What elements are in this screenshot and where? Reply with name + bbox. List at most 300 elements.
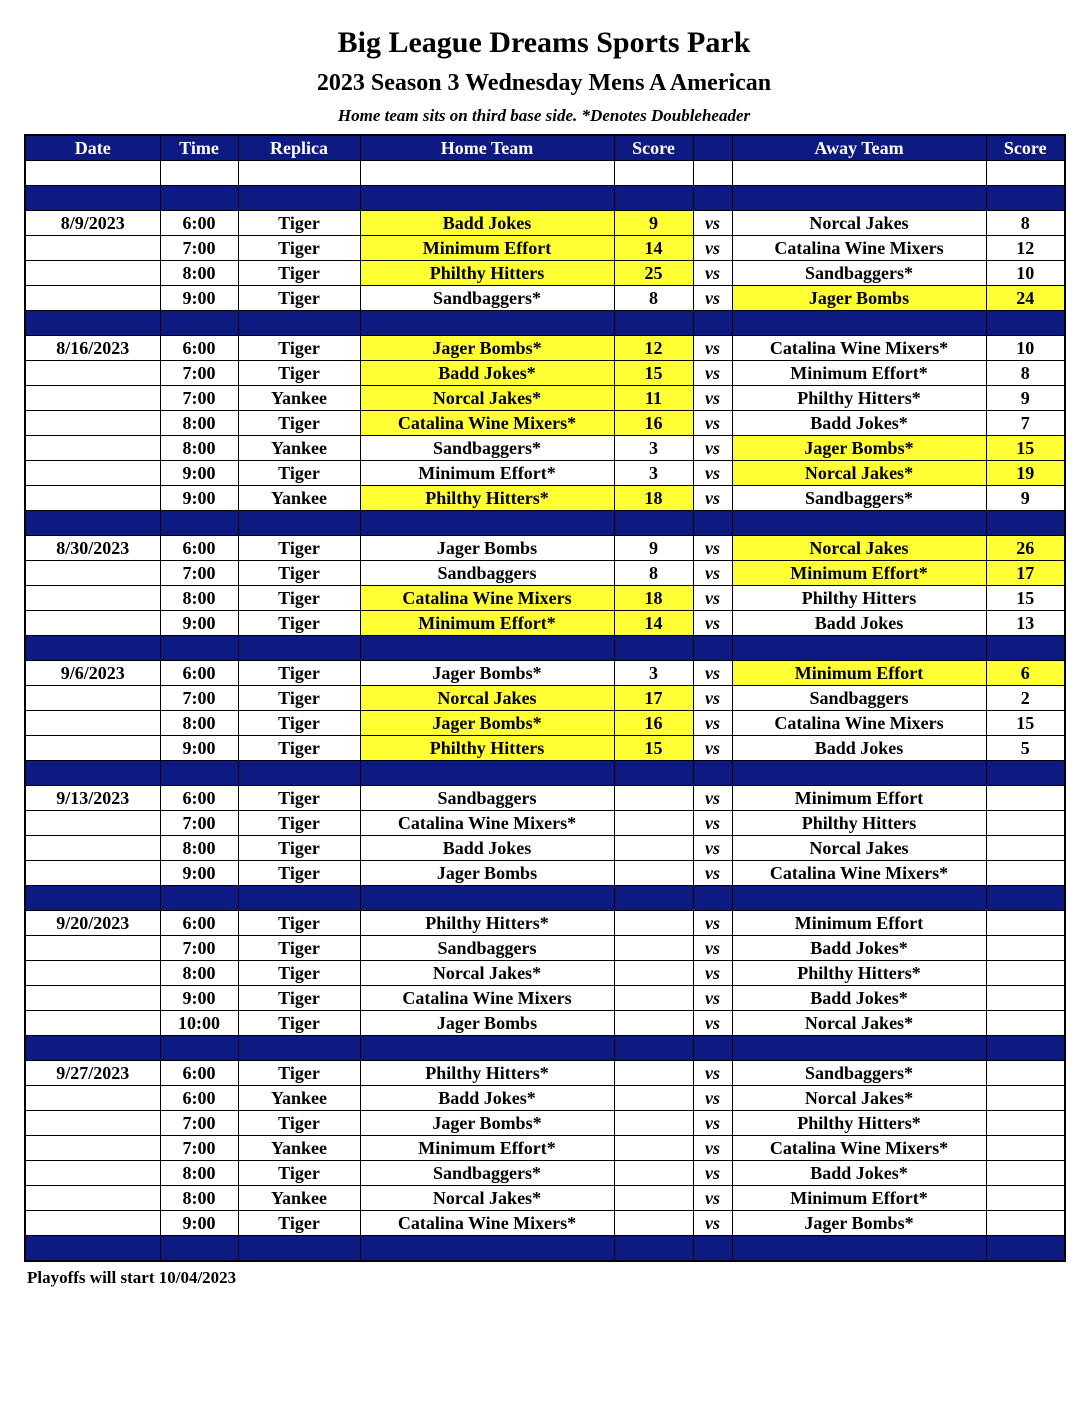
time-cell: 6:00	[160, 661, 238, 686]
replica-cell: Yankee	[238, 436, 360, 461]
table-row	[25, 561, 1065, 586]
replica-cell: Tiger	[238, 786, 360, 811]
separator-cell	[25, 311, 160, 336]
replica-cell: Tiger	[238, 211, 360, 236]
home-score-cell	[614, 1211, 693, 1236]
away-score-cell: 6	[986, 661, 1065, 686]
home-team-cell: Sandbaggers	[360, 786, 614, 811]
away-team-cell: Minimum Effort*	[732, 1186, 986, 1211]
time-cell: 9:00	[160, 486, 238, 511]
home-team-cell: Catalina Wine Mixers	[360, 986, 614, 1011]
table-row	[25, 661, 1065, 686]
time-cell: 7:00	[160, 686, 238, 711]
table-row	[25, 211, 1065, 236]
home-score-cell	[614, 786, 693, 811]
time-cell: 9:00	[160, 286, 238, 311]
table-row	[25, 261, 1065, 286]
table-row	[25, 336, 1065, 361]
home-team-cell: Catalina Wine Mixers	[360, 586, 614, 611]
blank-cell	[25, 161, 160, 186]
replica-cell: Tiger	[238, 561, 360, 586]
away-team-cell: Badd Jokes*	[732, 936, 986, 961]
home-team-cell: Jager Bombs*	[360, 661, 614, 686]
replica-cell: Yankee	[238, 486, 360, 511]
away-score-cell	[986, 1136, 1065, 1161]
separator-cell	[693, 511, 732, 536]
vs-cell: vs	[693, 486, 732, 511]
home-score-cell: 17	[614, 686, 693, 711]
date-cell	[25, 1161, 160, 1186]
replica-cell: Tiger	[238, 736, 360, 761]
home-team-cell: Sandbaggers*	[360, 436, 614, 461]
away-score-cell: 17	[986, 561, 1065, 586]
vs-cell: vs	[693, 861, 732, 886]
date-cell	[25, 236, 160, 261]
home-score-cell	[614, 1136, 693, 1161]
table-row	[25, 486, 1065, 511]
away-team-cell: Sandbaggers*	[732, 486, 986, 511]
time-cell: 8:00	[160, 711, 238, 736]
vs-cell: vs	[693, 786, 732, 811]
home-score-cell: 3	[614, 436, 693, 461]
table-row	[25, 411, 1065, 436]
home-team-cell: Norcal Jakes*	[360, 1186, 614, 1211]
home-team-cell: Badd Jokes	[360, 836, 614, 861]
replica-cell: Tiger	[238, 1111, 360, 1136]
column-header-home-score: Score	[614, 135, 693, 161]
separator-cell	[160, 511, 238, 536]
date-cell	[25, 1186, 160, 1211]
away-team-cell: Norcal Jakes	[732, 536, 986, 561]
date-cell	[25, 1211, 160, 1236]
away-team-cell: Minimum Effort	[732, 911, 986, 936]
vs-cell: vs	[693, 961, 732, 986]
date-cell	[25, 611, 160, 636]
home-team-cell: Jager Bombs	[360, 861, 614, 886]
column-header-vs	[693, 135, 732, 161]
separator-cell	[693, 636, 732, 661]
time-cell: 8:00	[160, 586, 238, 611]
table-row	[25, 286, 1065, 311]
replica-cell: Tiger	[238, 936, 360, 961]
vs-cell: vs	[693, 286, 732, 311]
away-score-cell: 15	[986, 711, 1065, 736]
home-score-cell: 9	[614, 536, 693, 561]
date-cell	[25, 461, 160, 486]
separator-row	[25, 1236, 1065, 1262]
date-cell	[25, 1136, 160, 1161]
away-team-cell: Norcal Jakes*	[732, 461, 986, 486]
blank-row	[25, 161, 1065, 186]
separator-cell	[160, 761, 238, 786]
away-team-cell: Sandbaggers*	[732, 1061, 986, 1086]
date-cell	[25, 686, 160, 711]
separator-cell	[160, 311, 238, 336]
away-team-cell: Catalina Wine Mixers	[732, 236, 986, 261]
replica-cell: Tiger	[238, 836, 360, 861]
time-cell: 9:00	[160, 611, 238, 636]
away-score-cell: 7	[986, 411, 1065, 436]
replica-cell: Tiger	[238, 1011, 360, 1036]
time-cell: 9:00	[160, 861, 238, 886]
separator-cell	[160, 636, 238, 661]
away-score-cell: 24	[986, 286, 1065, 311]
home-score-cell	[614, 986, 693, 1011]
table-row	[25, 686, 1065, 711]
time-cell: 7:00	[160, 1111, 238, 1136]
time-cell: 9:00	[160, 1211, 238, 1236]
separator-cell	[693, 311, 732, 336]
separator-cell	[986, 186, 1065, 211]
home-score-cell	[614, 836, 693, 861]
blank-cell	[614, 161, 693, 186]
vs-cell: vs	[693, 261, 732, 286]
vs-cell: vs	[693, 611, 732, 636]
time-cell: 8:00	[160, 961, 238, 986]
home-team-cell: Catalina Wine Mixers*	[360, 811, 614, 836]
home-score-cell	[614, 1086, 693, 1111]
separator-cell	[986, 761, 1065, 786]
date-cell: 9/20/2023	[25, 911, 160, 936]
table-row	[25, 1011, 1065, 1036]
away-score-cell	[986, 1111, 1065, 1136]
home-score-cell: 14	[614, 611, 693, 636]
home-team-cell: Catalina Wine Mixers*	[360, 1211, 614, 1236]
page-note: Home team sits on third base side. *Denotes Doubleheader	[337, 106, 751, 125]
separator-cell	[732, 886, 986, 911]
date-cell	[25, 561, 160, 586]
table-row	[25, 736, 1065, 761]
home-team-cell: Badd Jokes*	[360, 361, 614, 386]
away-score-cell	[986, 836, 1065, 861]
separator-cell	[25, 186, 160, 211]
time-cell: 10:00	[160, 1011, 238, 1036]
table-row	[25, 936, 1065, 961]
away-team-cell: Philthy Hitters	[732, 586, 986, 611]
home-score-cell: 16	[614, 711, 693, 736]
separator-cell	[25, 511, 160, 536]
time-cell: 9:00	[160, 461, 238, 486]
away-score-cell: 13	[986, 611, 1065, 636]
replica-cell: Yankee	[238, 386, 360, 411]
time-cell: 8:00	[160, 1161, 238, 1186]
away-score-cell	[986, 936, 1065, 961]
away-team-cell: Badd Jokes	[732, 611, 986, 636]
away-team-cell: Badd Jokes*	[732, 986, 986, 1011]
separator-cell	[732, 761, 986, 786]
home-team-cell: Minimum Effort*	[360, 461, 614, 486]
home-score-cell: 18	[614, 486, 693, 511]
time-cell: 8:00	[160, 836, 238, 861]
separator-cell	[614, 311, 693, 336]
column-header-home-team: Home Team	[360, 135, 614, 161]
replica-cell: Tiger	[238, 986, 360, 1011]
vs-cell: vs	[693, 736, 732, 761]
away-team-cell: Badd Jokes	[732, 736, 986, 761]
home-team-cell: Philthy Hitters*	[360, 486, 614, 511]
time-cell: 8:00	[160, 261, 238, 286]
home-score-cell: 8	[614, 561, 693, 586]
away-score-cell	[986, 1086, 1065, 1111]
home-team-cell: Philthy Hitters*	[360, 911, 614, 936]
away-score-cell	[986, 1061, 1065, 1086]
home-team-cell: Catalina Wine Mixers*	[360, 411, 614, 436]
vs-cell: vs	[693, 1086, 732, 1111]
table-row	[25, 436, 1065, 461]
separator-cell	[732, 1036, 986, 1061]
away-team-cell: Norcal Jakes	[732, 836, 986, 861]
separator-row	[25, 1036, 1065, 1061]
away-team-cell: Catalina Wine Mixers*	[732, 1136, 986, 1161]
table-row	[25, 1186, 1065, 1211]
separator-cell	[732, 186, 986, 211]
separator-cell	[614, 761, 693, 786]
home-team-cell: Minimum Effort*	[360, 611, 614, 636]
replica-cell: Tiger	[238, 586, 360, 611]
separator-cell	[693, 1036, 732, 1061]
separator-cell	[986, 511, 1065, 536]
away-score-cell	[986, 811, 1065, 836]
column-header-away-score: Score	[986, 135, 1065, 161]
vs-cell: vs	[693, 911, 732, 936]
vs-cell: vs	[693, 361, 732, 386]
away-score-cell: 9	[986, 486, 1065, 511]
vs-cell: vs	[693, 536, 732, 561]
column-header-away-team: Away Team	[732, 135, 986, 161]
replica-cell: Tiger	[238, 236, 360, 261]
date-cell	[25, 286, 160, 311]
date-cell	[25, 936, 160, 961]
separator-cell	[693, 886, 732, 911]
separator-cell	[986, 311, 1065, 336]
away-team-cell: Minimum Effort	[732, 661, 986, 686]
vs-cell: vs	[693, 586, 732, 611]
blank-cell	[732, 161, 986, 186]
blank-cell	[238, 161, 360, 186]
schedule-body	[25, 161, 1065, 1262]
vs-cell: vs	[693, 986, 732, 1011]
vs-cell: vs	[693, 1111, 732, 1136]
separator-row	[25, 311, 1065, 336]
separator-cell	[986, 1236, 1065, 1262]
table-row	[25, 961, 1065, 986]
vs-cell: vs	[693, 686, 732, 711]
home-score-cell: 15	[614, 361, 693, 386]
home-score-cell: 18	[614, 586, 693, 611]
home-score-cell: 8	[614, 286, 693, 311]
table-row	[25, 861, 1065, 886]
schedule-table	[24, 134, 1066, 1262]
date-cell	[25, 586, 160, 611]
table-row	[25, 536, 1065, 561]
separator-cell	[160, 1236, 238, 1262]
home-score-cell	[614, 936, 693, 961]
away-score-cell: 19	[986, 461, 1065, 486]
home-score-cell	[614, 1061, 693, 1086]
footer-note: Playoffs will start 10/04/2023	[27, 1268, 237, 1287]
date-cell: 9/13/2023	[25, 786, 160, 811]
home-team-cell: Sandbaggers*	[360, 1161, 614, 1186]
time-cell: 8:00	[160, 436, 238, 461]
date-cell	[25, 1086, 160, 1111]
time-cell: 8:00	[160, 411, 238, 436]
blank-cell	[160, 161, 238, 186]
date-cell	[25, 836, 160, 861]
replica-cell: Tiger	[238, 611, 360, 636]
vs-cell: vs	[693, 236, 732, 261]
away-score-cell	[986, 1186, 1065, 1211]
home-score-cell: 25	[614, 261, 693, 286]
home-team-cell: Sandbaggers	[360, 936, 614, 961]
home-team-cell: Badd Jokes*	[360, 1086, 614, 1111]
separator-cell	[25, 761, 160, 786]
table-row	[25, 1086, 1065, 1111]
vs-cell: vs	[693, 1011, 732, 1036]
vs-cell: vs	[693, 211, 732, 236]
away-score-cell: 15	[986, 436, 1065, 461]
home-team-cell: Philthy Hitters	[360, 261, 614, 286]
separator-row	[25, 636, 1065, 661]
separator-cell	[732, 1236, 986, 1262]
separator-cell	[360, 1236, 614, 1262]
away-team-cell: Norcal Jakes*	[732, 1011, 986, 1036]
away-score-cell	[986, 911, 1065, 936]
away-score-cell: 10	[986, 261, 1065, 286]
away-team-cell: Norcal Jakes	[732, 211, 986, 236]
home-score-cell	[614, 961, 693, 986]
separator-cell	[614, 886, 693, 911]
away-team-cell: Norcal Jakes*	[732, 1086, 986, 1111]
replica-cell: Tiger	[238, 711, 360, 736]
separator-cell	[238, 761, 360, 786]
page-title: Big League Dreams Sports Park	[337, 26, 751, 59]
home-score-cell: 12	[614, 336, 693, 361]
separator-row	[25, 511, 1065, 536]
separator-cell	[614, 636, 693, 661]
away-score-cell	[986, 1011, 1065, 1036]
separator-cell	[238, 886, 360, 911]
header-row	[25, 135, 1065, 161]
separator-cell	[160, 886, 238, 911]
date-cell	[25, 1011, 160, 1036]
separator-cell	[25, 636, 160, 661]
vs-cell: vs	[693, 436, 732, 461]
vs-cell: vs	[693, 711, 732, 736]
vs-cell: vs	[693, 1061, 732, 1086]
home-team-cell: Sandbaggers	[360, 561, 614, 586]
blank-cell	[986, 161, 1065, 186]
home-score-cell	[614, 861, 693, 886]
separator-cell	[25, 1236, 160, 1262]
table-row	[25, 711, 1065, 736]
date-cell	[25, 386, 160, 411]
vs-cell: vs	[693, 1211, 732, 1236]
vs-cell: vs	[693, 936, 732, 961]
table-row	[25, 611, 1065, 636]
time-cell: 7:00	[160, 236, 238, 261]
replica-cell: Yankee	[238, 1186, 360, 1211]
away-team-cell: Jager Bombs*	[732, 1211, 986, 1236]
table-row	[25, 1136, 1065, 1161]
home-score-cell	[614, 1186, 693, 1211]
date-cell	[25, 961, 160, 986]
home-score-cell	[614, 811, 693, 836]
home-team-cell: Badd Jokes	[360, 211, 614, 236]
home-team-cell: Norcal Jakes*	[360, 386, 614, 411]
table-row	[25, 811, 1065, 836]
date-cell	[25, 736, 160, 761]
separator-cell	[238, 1036, 360, 1061]
home-team-cell: Norcal Jakes*	[360, 961, 614, 986]
table-row	[25, 1111, 1065, 1136]
home-team-cell: Jager Bombs*	[360, 336, 614, 361]
table-row	[25, 361, 1065, 386]
home-team-cell: Philthy Hitters	[360, 736, 614, 761]
separator-cell	[360, 311, 614, 336]
home-team-cell: Norcal Jakes	[360, 686, 614, 711]
replica-cell: Tiger	[238, 461, 360, 486]
home-team-cell: Jager Bombs	[360, 1011, 614, 1036]
away-team-cell: Catalina Wine Mixers*	[732, 861, 986, 886]
away-score-cell	[986, 986, 1065, 1011]
separator-cell	[360, 761, 614, 786]
home-score-cell: 14	[614, 236, 693, 261]
away-team-cell: Philthy Hitters*	[732, 386, 986, 411]
time-cell: 7:00	[160, 936, 238, 961]
separator-cell	[238, 186, 360, 211]
replica-cell: Tiger	[238, 911, 360, 936]
time-cell: 7:00	[160, 561, 238, 586]
away-team-cell: Sandbaggers*	[732, 261, 986, 286]
replica-cell: Tiger	[238, 861, 360, 886]
away-score-cell	[986, 786, 1065, 811]
time-cell: 6:00	[160, 1061, 238, 1086]
separator-cell	[360, 511, 614, 536]
away-score-cell	[986, 961, 1065, 986]
separator-cell	[732, 636, 986, 661]
away-score-cell: 15	[986, 586, 1065, 611]
time-cell: 6:00	[160, 211, 238, 236]
replica-cell: Yankee	[238, 1136, 360, 1161]
vs-cell: vs	[693, 561, 732, 586]
separator-cell	[360, 1036, 614, 1061]
time-cell: 9:00	[160, 736, 238, 761]
time-cell: 8:00	[160, 1186, 238, 1211]
separator-cell	[614, 511, 693, 536]
away-score-cell	[986, 1161, 1065, 1186]
home-score-cell	[614, 1111, 693, 1136]
time-cell: 7:00	[160, 386, 238, 411]
away-team-cell: Minimum Effort*	[732, 361, 986, 386]
time-cell: 9:00	[160, 986, 238, 1011]
time-cell: 7:00	[160, 811, 238, 836]
away-team-cell: Philthy Hitters*	[732, 961, 986, 986]
time-cell: 7:00	[160, 361, 238, 386]
date-cell: 9/27/2023	[25, 1061, 160, 1086]
replica-cell: Tiger	[238, 811, 360, 836]
separator-cell	[986, 636, 1065, 661]
blank-cell	[693, 161, 732, 186]
vs-cell: vs	[693, 1136, 732, 1161]
replica-cell: Tiger	[238, 336, 360, 361]
home-score-cell	[614, 1011, 693, 1036]
time-cell: 6:00	[160, 1086, 238, 1111]
separator-cell	[160, 186, 238, 211]
table-row	[25, 386, 1065, 411]
separator-row	[25, 761, 1065, 786]
separator-cell	[238, 311, 360, 336]
separator-cell	[693, 761, 732, 786]
